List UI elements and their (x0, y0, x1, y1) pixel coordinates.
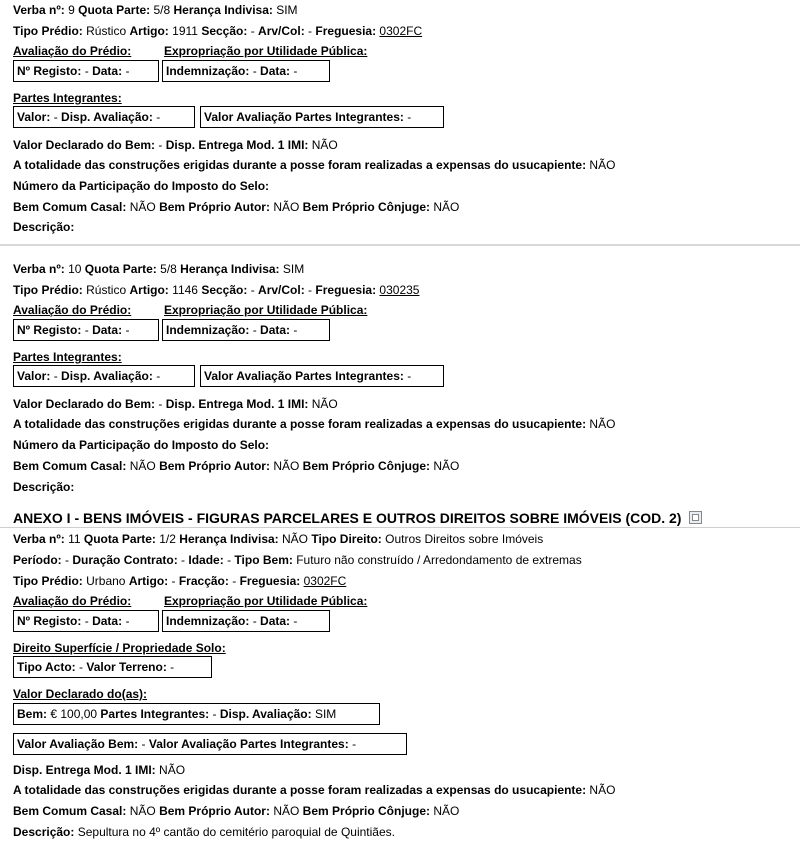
heranca-value: SIM (282, 262, 305, 276)
freguesia-label: Freguesia: (239, 574, 301, 588)
periodo-label: Período: (13, 553, 62, 567)
idade-label: Idade: (188, 553, 224, 567)
proprio-conjuge-value: NÃO (433, 804, 460, 818)
bens-line (13, 804, 459, 818)
registo-label: Nº Registo: (17, 64, 82, 78)
indemnizacao-box (162, 319, 330, 341)
valor-avaliacao-value: - (407, 110, 412, 124)
totalidade-label: A totalidade das construções erigidas durante a posse foram realizadas a expensas do usucapiente: (13, 783, 587, 797)
valor-declarado-line (13, 397, 338, 411)
disp-entrega-value: NÃO (159, 763, 186, 777)
duracao-value: - (181, 553, 186, 567)
registo-box (13, 610, 159, 632)
verba-value: 9 (68, 3, 75, 17)
registo-label: Nº Registo: (17, 614, 82, 628)
avaliacao-heading: Avaliação do Prédio: (13, 44, 132, 58)
totalidade-label: A totalidade das construções erigidas durante a posse foram realizadas a expensas do usucapiente: (13, 417, 587, 431)
disp-value: - (156, 110, 161, 124)
registo-value: - (84, 323, 89, 337)
indem-data-value: - (293, 323, 298, 337)
tipo-predio-label: Tipo Prédio: (13, 24, 83, 38)
seccao-label: Secção: (201, 283, 248, 297)
proprio-autor-label: Bem Próprio Autor: (159, 804, 270, 818)
freguesia-label: Freguesia: (315, 283, 377, 297)
indem-data-value: - (293, 614, 298, 628)
participacao-label: Número da Participação do Imposto do Selo: (13, 179, 270, 193)
direito-heading: Direito Superfície / Propriedade Solo: (13, 641, 226, 655)
heranca-label: Herança Indivisa: (180, 262, 280, 276)
expropriacao-heading: Expropriação por Utilidade Pública: (164, 594, 368, 608)
valor-value: - (53, 369, 58, 383)
valor-declarado-label: Valor Declarado do Bem: (13, 138, 156, 152)
registo-box (13, 60, 159, 82)
heranca-value: NÃO (282, 532, 309, 546)
verba-line (13, 532, 543, 546)
tipo-acto-value: - (79, 660, 84, 674)
partes-label: Partes Integrantes: (100, 707, 210, 721)
valor-box (13, 106, 195, 128)
valor-label: Valor: (17, 110, 51, 124)
freguesia-link[interactable]: 030235 (379, 283, 420, 297)
disp-label: Disp. Avaliação: (61, 110, 153, 124)
freguesia-label: Freguesia: (315, 24, 377, 38)
verba-label: Verba nº: (13, 3, 65, 17)
valor-declarado-line (13, 138, 338, 152)
duracao-label: Duração Contrato: (72, 553, 178, 567)
quota-label: Quota Parte: (83, 532, 156, 546)
section-divider (0, 244, 800, 246)
proprio-autor-value: NÃO (273, 459, 300, 473)
descricao-value: Sepultura no 4º cantão do cemitério paroquial de Quintiães. (77, 825, 395, 839)
arv-value: - (308, 24, 313, 38)
registo-box (13, 319, 159, 341)
disp-entrega-value: NÃO (311, 138, 338, 152)
artigo-label: Artigo: (128, 574, 169, 588)
tipo-predio-label: Tipo Prédio: (13, 574, 83, 588)
seccao-value: - (250, 283, 255, 297)
valor-declarado-heading: Valor Declarado do(as): (13, 687, 148, 701)
disp-label: Disp. Avaliação: (219, 707, 312, 721)
verba-line (13, 262, 304, 276)
quota-label: Quota Parte: (78, 3, 151, 17)
artigo-value: 1911 (172, 24, 198, 38)
registo-value: - (84, 614, 89, 628)
valor-declarado-value: - (158, 397, 163, 411)
valor-avaliacao-partes-value: - (352, 737, 357, 751)
collapse-icon[interactable] (689, 511, 702, 524)
valor-avaliacao-partes-label: Valor Avaliação Partes Integrantes: (148, 737, 349, 751)
valor-terreno-value: - (170, 660, 175, 674)
data-label: Data: (92, 64, 123, 78)
tipo-predio-line (13, 283, 419, 297)
comum-label: Bem Comum Casal: (13, 804, 127, 818)
tipo-predio-value: Rústico (86, 24, 127, 38)
totalidade-line (13, 417, 615, 431)
proprio-autor-label: Bem Próprio Autor: (159, 459, 270, 473)
indemnizacao-box (162, 60, 330, 82)
tipo-bem-value: Futuro não construído / Arredondamento de extremas (296, 553, 582, 567)
arv-value: - (308, 283, 313, 297)
bem-label: Bem: (17, 707, 48, 721)
tipo-direito-label: Tipo Direito: (311, 532, 382, 546)
proprio-autor-value: NÃO (273, 804, 300, 818)
tipo-predio-label: Tipo Prédio: (13, 283, 83, 297)
totalidade-line (13, 158, 615, 172)
valor-declarado-label: Valor Declarado do Bem: (13, 397, 156, 411)
disp-entrega-label: Disp. Entrega Mod. 1 IMI: (165, 138, 309, 152)
comum-value: NÃO (129, 459, 156, 473)
valor-avaliacao-box (200, 365, 444, 387)
indem-data-value: - (293, 64, 298, 78)
totalidade-line (13, 783, 615, 797)
tipo-acto-box (13, 656, 212, 678)
data-value: - (125, 614, 130, 628)
descricao-label: Descrição: (13, 480, 75, 494)
periodo-line (13, 553, 582, 567)
artigo-value: - (171, 574, 176, 588)
heranca-label: Herança Indivisa: (173, 3, 273, 17)
indemnizacao-value: - (252, 323, 257, 337)
freguesia-link[interactable]: 0302FC (379, 24, 423, 38)
data-value: - (125, 323, 130, 337)
data-value: - (125, 64, 130, 78)
indemnizacao-label: Indemnização: (166, 323, 250, 337)
partes-value: - (212, 707, 217, 721)
valor-avaliacao-label: Valor Avaliação Partes Integrantes: (204, 369, 404, 383)
tipo-predio-value: Urbano (86, 574, 126, 588)
partes-heading: Partes Integrantes: (13, 350, 122, 364)
heranca-value: SIM (276, 3, 298, 17)
anexo-title: ANEXO I - BENS IMÓVEIS - FIGURAS PARCELARES E OUTROS DIREITOS SOBRE IMÓVEIS (COD. 2) (13, 510, 682, 526)
avaliacao-heading: Avaliação do Prédio: (13, 303, 132, 317)
proprio-conjuge-value: NÃO (433, 459, 460, 473)
expropriacao-heading: Expropriação por Utilidade Pública: (164, 303, 368, 317)
valor-declarado-value: - (158, 138, 163, 152)
proprio-conjuge-label: Bem Próprio Cônjuge: (302, 804, 431, 818)
indemnizacao-value: - (252, 64, 257, 78)
registo-value: - (84, 64, 89, 78)
valor-avaliacao-box (13, 733, 407, 755)
verba-line (13, 3, 298, 17)
idade-value: - (227, 553, 232, 567)
data-label: Data: (92, 323, 123, 337)
totalidade-value: NÃO (589, 783, 616, 797)
artigo-value: 1146 (172, 283, 198, 297)
verba-label: Verba nº: (13, 532, 65, 546)
tipo-predio-line (13, 574, 346, 588)
artigo-label: Artigo: (129, 283, 169, 297)
participacao-label: Número da Participação do Imposto do Selo: (13, 438, 270, 452)
avaliacao-heading: Avaliação do Prédio: (13, 594, 132, 608)
bens-line (13, 200, 459, 214)
disp-value: SIM (314, 707, 337, 721)
disp-entrega-label: Disp. Entrega Mod. 1 IMI: (13, 763, 156, 777)
anexo-heading (13, 510, 702, 526)
valor-avaliacao-value: - (407, 369, 412, 383)
disp-entrega-value: NÃO (311, 397, 338, 411)
quota-value: 1/2 (159, 532, 176, 546)
comum-label: Bem Comum Casal: (13, 459, 127, 473)
comum-value: NÃO (129, 200, 156, 214)
indemnizacao-value: - (252, 614, 257, 628)
tipo-direito-value: Outros Direitos sobre Imóveis (385, 532, 544, 546)
disp-value: - (156, 369, 161, 383)
tipo-predio-value: Rústico (86, 283, 127, 297)
indemnizacao-box (162, 610, 330, 632)
proprio-conjuge-value: NÃO (433, 200, 460, 214)
totalidade-value: NÃO (589, 158, 616, 172)
data-label: Data: (92, 614, 123, 628)
valor-avaliacao-bem-label: Valor Avaliação Bem: (17, 737, 139, 751)
indem-data-label: Data: (260, 64, 291, 78)
tipo-acto-label: Tipo Acto: (17, 660, 76, 674)
proprio-autor-value: NÃO (273, 200, 300, 214)
valor-label: Valor: (17, 369, 51, 383)
descricao-label: Descrição: (13, 220, 75, 234)
quota-value: 5/8 (160, 262, 177, 276)
freguesia-link[interactable]: 0302FC (303, 574, 347, 588)
descricao-label: Descrição: (13, 825, 75, 839)
disp-entrega-line (13, 763, 185, 777)
quota-label: Quota Parte: (84, 262, 157, 276)
totalidade-value: NÃO (589, 417, 616, 431)
quota-value: 5/8 (153, 3, 171, 17)
seccao-value: - (250, 24, 255, 38)
valor-value: - (53, 110, 58, 124)
disp-entrega-label: Disp. Entrega Mod. 1 IMI: (165, 397, 309, 411)
seccao-label: Secção: (201, 24, 248, 38)
bens-line (13, 459, 459, 473)
verba-value: 10 (68, 262, 82, 276)
proprio-conjuge-label: Bem Próprio Cônjuge: (302, 459, 431, 473)
periodo-value: - (65, 553, 70, 567)
indemnizacao-label: Indemnização: (166, 614, 250, 628)
tipo-predio-line (13, 24, 422, 38)
descricao-line (13, 825, 395, 839)
arv-label: Arv/Col: (258, 24, 305, 38)
registo-label: Nº Registo: (17, 323, 82, 337)
comum-value: NÃO (129, 804, 156, 818)
totalidade-label: A totalidade das construções erigidas durante a posse foram realizadas a expensas do usucapiente: (13, 158, 587, 172)
verba-label: Verba nº: (13, 262, 65, 276)
valor-box (13, 365, 195, 387)
anexo-divider (0, 527, 800, 528)
bem-box (13, 703, 380, 725)
arv-label: Arv/Col: (258, 283, 305, 297)
fraccao-value: - (232, 574, 237, 588)
valor-avaliacao-label: Valor Avaliação Partes Integrantes: (204, 110, 404, 124)
heranca-label: Herança Indivisa: (179, 532, 279, 546)
comum-label: Bem Comum Casal: (13, 200, 127, 214)
fraccao-label: Fracção: (178, 574, 229, 588)
verba-value: 11 (68, 532, 81, 546)
valor-avaliacao-bem-value: - (141, 737, 146, 751)
proprio-autor-label: Bem Próprio Autor: (159, 200, 270, 214)
disp-label: Disp. Avaliação: (61, 369, 153, 383)
bem-value: € 100,00 (50, 707, 98, 721)
artigo-label: Artigo: (129, 24, 169, 38)
indem-data-label: Data: (260, 323, 291, 337)
indemnizacao-label: Indemnização: (166, 64, 250, 78)
expropriacao-heading: Expropriação por Utilidade Pública: (164, 44, 368, 58)
proprio-conjuge-label: Bem Próprio Cônjuge: (302, 200, 431, 214)
valor-avaliacao-box (200, 106, 444, 128)
valor-terreno-label: Valor Terreno: (86, 660, 167, 674)
partes-heading: Partes Integrantes: (13, 91, 122, 105)
tipo-bem-label: Tipo Bem: (234, 553, 293, 567)
indem-data-label: Data: (260, 614, 291, 628)
